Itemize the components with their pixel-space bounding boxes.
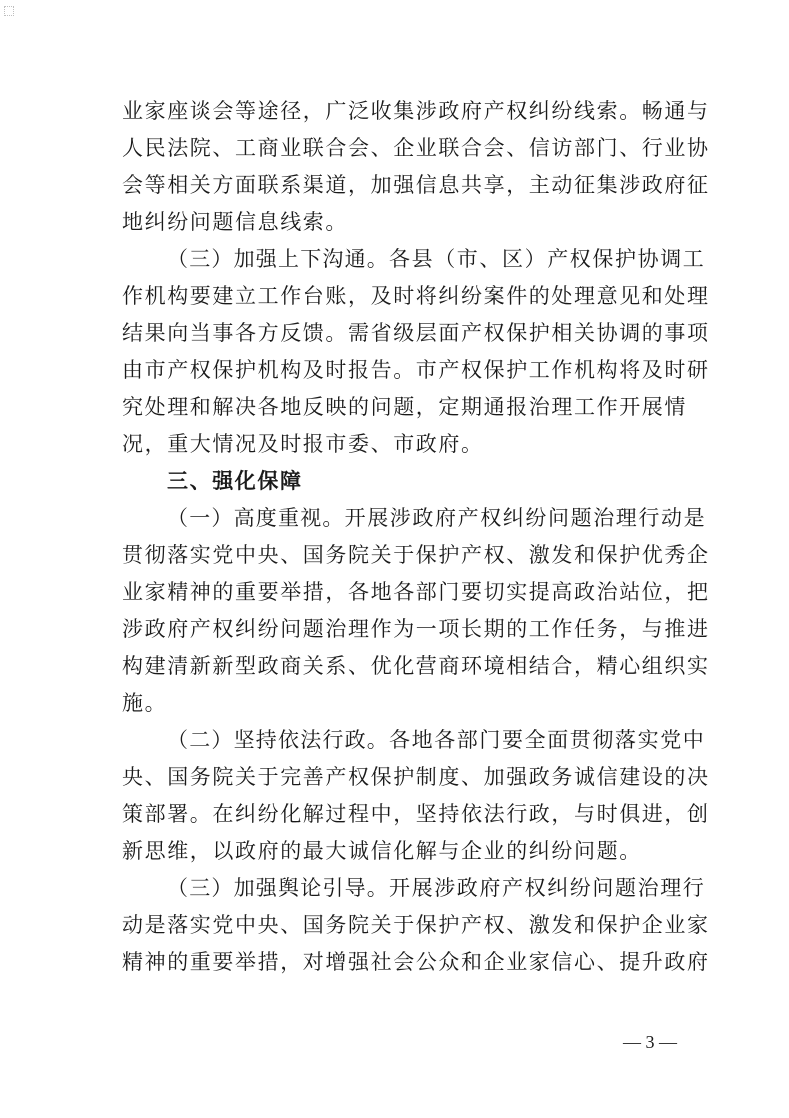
text-line: 况，重大情况及时报市委、市政府。 (122, 432, 484, 456)
text-line: 作机构要建立工作台账，及时将纠纷案件的处理意见和处理 (122, 284, 710, 308)
paragraph-lead: （二）坚持依法行政。 (167, 728, 389, 752)
paragraph-lead: （三）加强舆论引导。 (167, 876, 389, 900)
text-line: 贯彻落实党中央、国务院关于保护产权、激发和保护优秀企 (122, 543, 710, 567)
paragraph-start (122, 500, 707, 537)
paragraph-start (122, 241, 706, 278)
text-line: 人民法院、工商业联合会、企业联合会、信访部门、行业协 (122, 136, 710, 160)
text-line: 涉政府产权纠纷问题治理作为一项长期的工作任务，与推进 (122, 617, 710, 641)
paragraph-lead: （一）高度重视。 (167, 506, 345, 530)
scan-corner-mark (4, 6, 14, 16)
text-line: 央、国务院关于完善产权保护制度、加强政务诚信建设的决 (122, 765, 710, 789)
text-run: 各县（市、区）产权保护协调工 (389, 247, 706, 271)
paragraph-start (122, 722, 706, 759)
text-run: 开展涉政府产权纠纷问题治理行动是 (344, 506, 707, 530)
text-run: 各地各部门要全面贯彻落实党中 (389, 728, 706, 752)
text-line: 结果向当事各方反馈。需省级层面产权保护相关协调的事项 (122, 321, 710, 345)
text-line: 构建清新新型政商关系、优化营商环境相结合，精心组织实 (122, 654, 710, 678)
body-text (122, 93, 710, 981)
text-line: 动是落实党中央、国务院关于保护产权、激发和保护企业家 (122, 913, 710, 937)
text-line: 业家精神的重要举措，各地各部门要切实提高政治站位，把 (122, 580, 710, 604)
paragraph-start (122, 870, 706, 907)
text-line: 新思维，以政府的最大诚信化解与企业的纠纷问题。 (122, 839, 642, 863)
text-line: 施。 (122, 691, 168, 715)
text-line: 地纠纷问题信息线索。 (122, 210, 348, 234)
text-line: 会等相关方面联系渠道，加强信息共享，主动征集涉政府征 (122, 173, 710, 197)
text-line: 业家座谈会等途径，广泛收集涉政府产权纠纷线索。畅通与 (122, 99, 710, 123)
text-line: 究处理和解决各地反映的问题，定期通报治理工作开展情 (122, 395, 687, 419)
paragraph-lead: （三）加强上下沟通。 (167, 247, 389, 271)
section-heading: 三、强化保障 (167, 469, 303, 493)
page-number: — 3 — (623, 1032, 677, 1052)
text-line: 精神的重要举措，对增强社会公众和企业家信心、提升政府 (122, 950, 710, 974)
text-run: 开展涉政府产权纠纷问题治理行 (389, 876, 706, 900)
text-line: 由市产权保护机构及时报告。市产权保护工作机构将及时研 (122, 358, 710, 382)
text-line: 策部署。在纠纷化解过程中，坚持依法行政，与时俱进，创 (122, 802, 710, 826)
